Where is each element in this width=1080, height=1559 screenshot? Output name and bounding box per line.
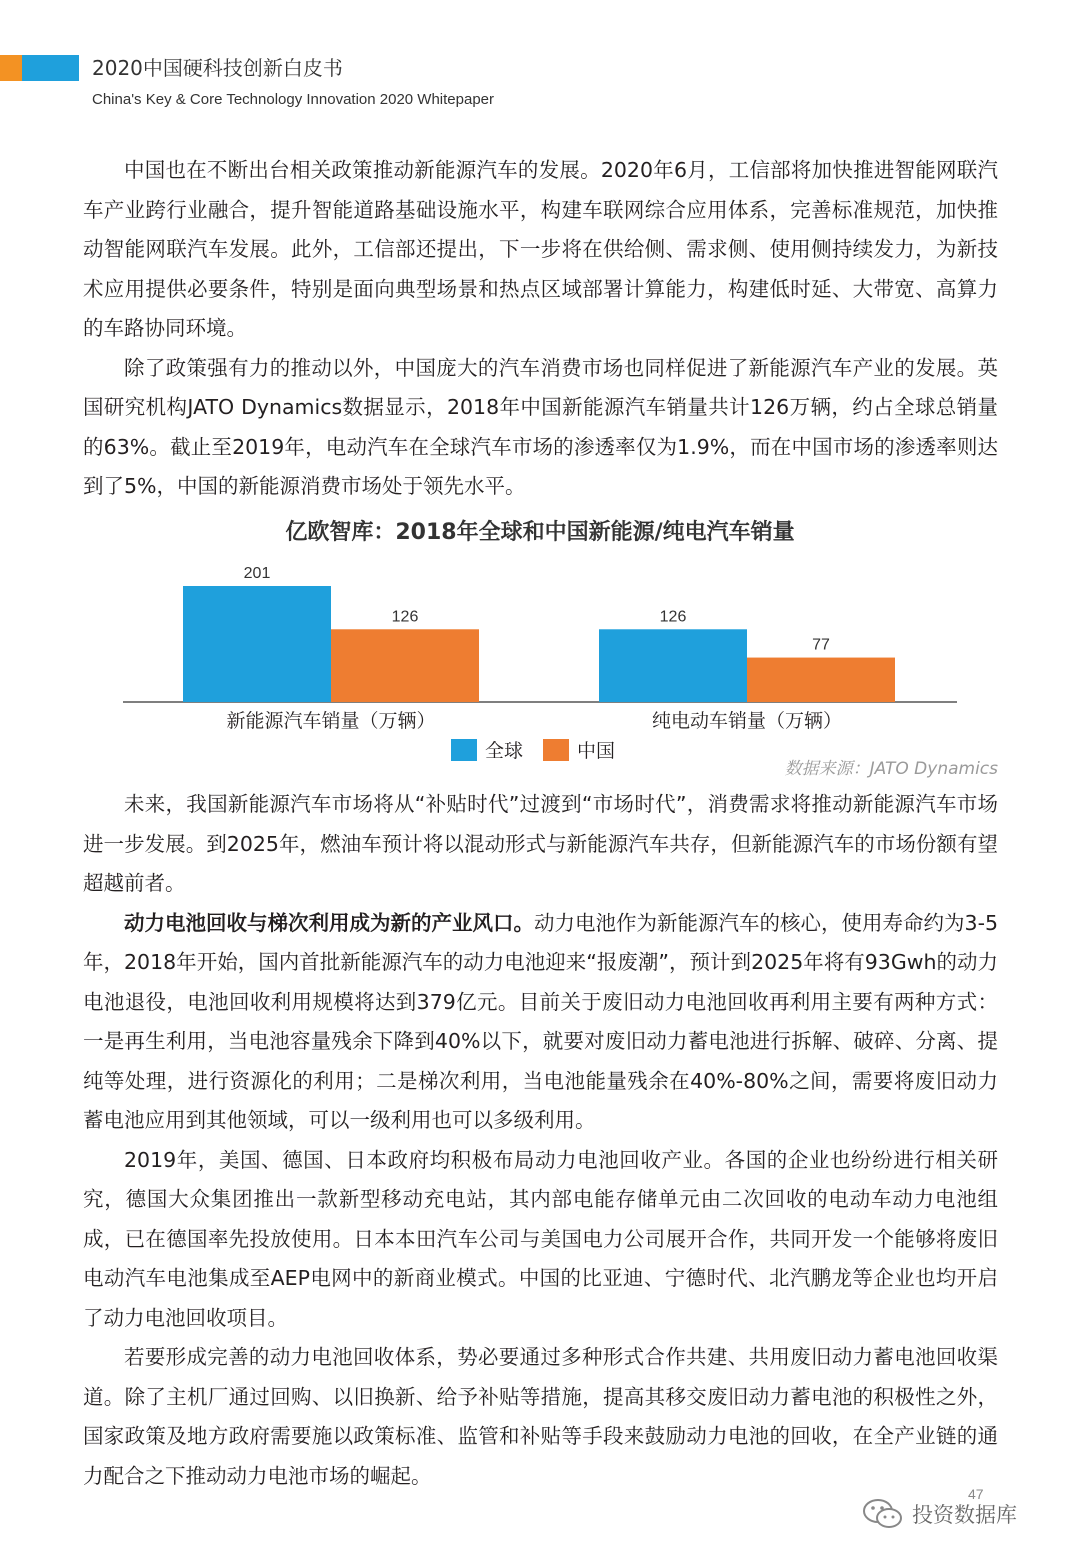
- watermark: [862, 1494, 1017, 1534]
- data-label: 201: [243, 565, 271, 582]
- paragraph-policy: 中国也在不断出台相关政策推动新能源汽车的发展。2020年6月，工信部将加快推进智能网联汽车产业跨行业融合，提升智能道路基础设施水平，构建车联网综合应用体系，完善标准规范，加快推动智能网联汽车发展。此外，工信部还提出，下一步将在供给侧、需求侧、使用侧持续发力，为新技术应用提供必要条件，特别是面向典型场景和热点区域部署计算能力，构建低时延、大带宽、高算力的车路协同环境。: [83, 158, 998, 340]
- paragraph-battery: [83, 904, 998, 1141]
- body-text: [83, 785, 998, 1496]
- header-subtitle: China's Key & Core Technology Innovation 2020 Whitepaper: [92, 91, 495, 108]
- paragraph-recycling-system: 若要形成完善的动力电池回收体系，势必要通过多种形式合作共建、共用废旧动力蓄电池回收渠道。除了主机厂通过回购、以旧换新、给予补贴等措施，提高其移交废旧动力蓄电池的积极性之外，国家政策及地方政府需要施以政策标准、监管和补贴等手段来鼓励动力电池的回收，在全产业链的通力配合之下推动动力电池市场的崛起。: [83, 1345, 998, 1488]
- data-label: 126: [391, 608, 419, 626]
- header-title: 2020中国硬科技创新白皮书: [92, 56, 343, 80]
- battery-section-lead: 动力电池回收与梯次利用成为新的产业风口。: [124, 910, 535, 935]
- chart-source: 数据来源：JATO Dynamics: [784, 759, 998, 779]
- paragraph-market: 除了政策强有力的推动以外，中国庞大的汽车消费市场也同样促进了新能源汽车产业的发展。英国研究机构JATO Dynamics数据显示，2018年中国新能源汽车销量共计126万辆，约占全球总销量的63%。截止至2019年，电动汽车在全球汽车市场的渗透率仅为1.9%，而在中国市场的渗透率则达到了5%，中国的新能源消费市场处于领先水平。: [83, 355, 998, 498]
- wechat-icon: [862, 1496, 904, 1532]
- category-label: 纯电动车销量（万辆）: [651, 710, 843, 732]
- chart-title: 亿欧智库：2018年全球和中国新能源/纯电汽车销量: [285, 520, 795, 545]
- data-label: 77: [812, 636, 830, 654]
- header-accent-orange: [0, 55, 22, 81]
- sales-bar-chart: [0, 505, 1080, 785]
- paragraph-global-recycling: 2019年，美国、德国、日本政府均积极布局动力电池回收产业。各国的企业也纷纷进行相关研究，德国大众集团推出一款新型移动充电站，其内部电能存储单元由二次回收的电动车动力电池组成，已在德国率先投放使用。日本本田汽车公司与美国电力公司展开合作，共同开发一个能够将废旧电动汽车电池集成至AEP电网中的新商业模式。中国的比亚迪、宁德时代、北汽鹏龙等企业也均开启了动力电池回收项目。: [83, 1147, 998, 1330]
- page-number: 47: [968, 1486, 984, 1502]
- header-accent-blue: [22, 55, 79, 81]
- bar-china-2: [747, 658, 895, 702]
- paragraph-future: 未来，我国新能源汽车市场将从“补贴时代”过渡到“市场时代”，消费需求将推动新能源汽车市场进一步发展。到2025年，燃油车预计将以混动形式与新能源汽车共存，但新能源汽车的市场份额有望超越前者。: [83, 792, 998, 895]
- legend-swatch: [543, 739, 569, 761]
- bar-global-2: [599, 629, 747, 702]
- legend-label: 中国: [577, 740, 616, 762]
- bar-global-1: [183, 586, 331, 702]
- legend-label: 全球: [485, 740, 524, 762]
- intro-text: [83, 151, 998, 507]
- category-label: 新能源汽车销量（万辆）: [226, 710, 436, 732]
- data-label: 126: [659, 608, 687, 626]
- bar-china-1: [331, 629, 479, 702]
- legend-swatch: [451, 739, 477, 761]
- battery-section-text: 动力电池作为新能源汽车的核心，使用寿命约为3-5年，2018年开始，国内首批新能源汽车的动力电池迎来“报废潮”，预计到2025年将有93Gwh的动力电池退役，电池回收利用规模将达到379亿元。目前关于废旧动力电池回收再利用主要有两种方式：一是再生利用，当电池容量残余下降到40%以下，就要对废旧动力蓄电池进行拆解、破碎、分离、提纯等处理，进行资源化的利用；二是梯次利用，当电池能量残余在40%-80%之间，需要将废旧动力蓄电池应用到其他领域，可以一级利用也可以多级利用。: [83, 910, 999, 1132]
- watermark-text: 投资数据库: [912, 1503, 1017, 1527]
